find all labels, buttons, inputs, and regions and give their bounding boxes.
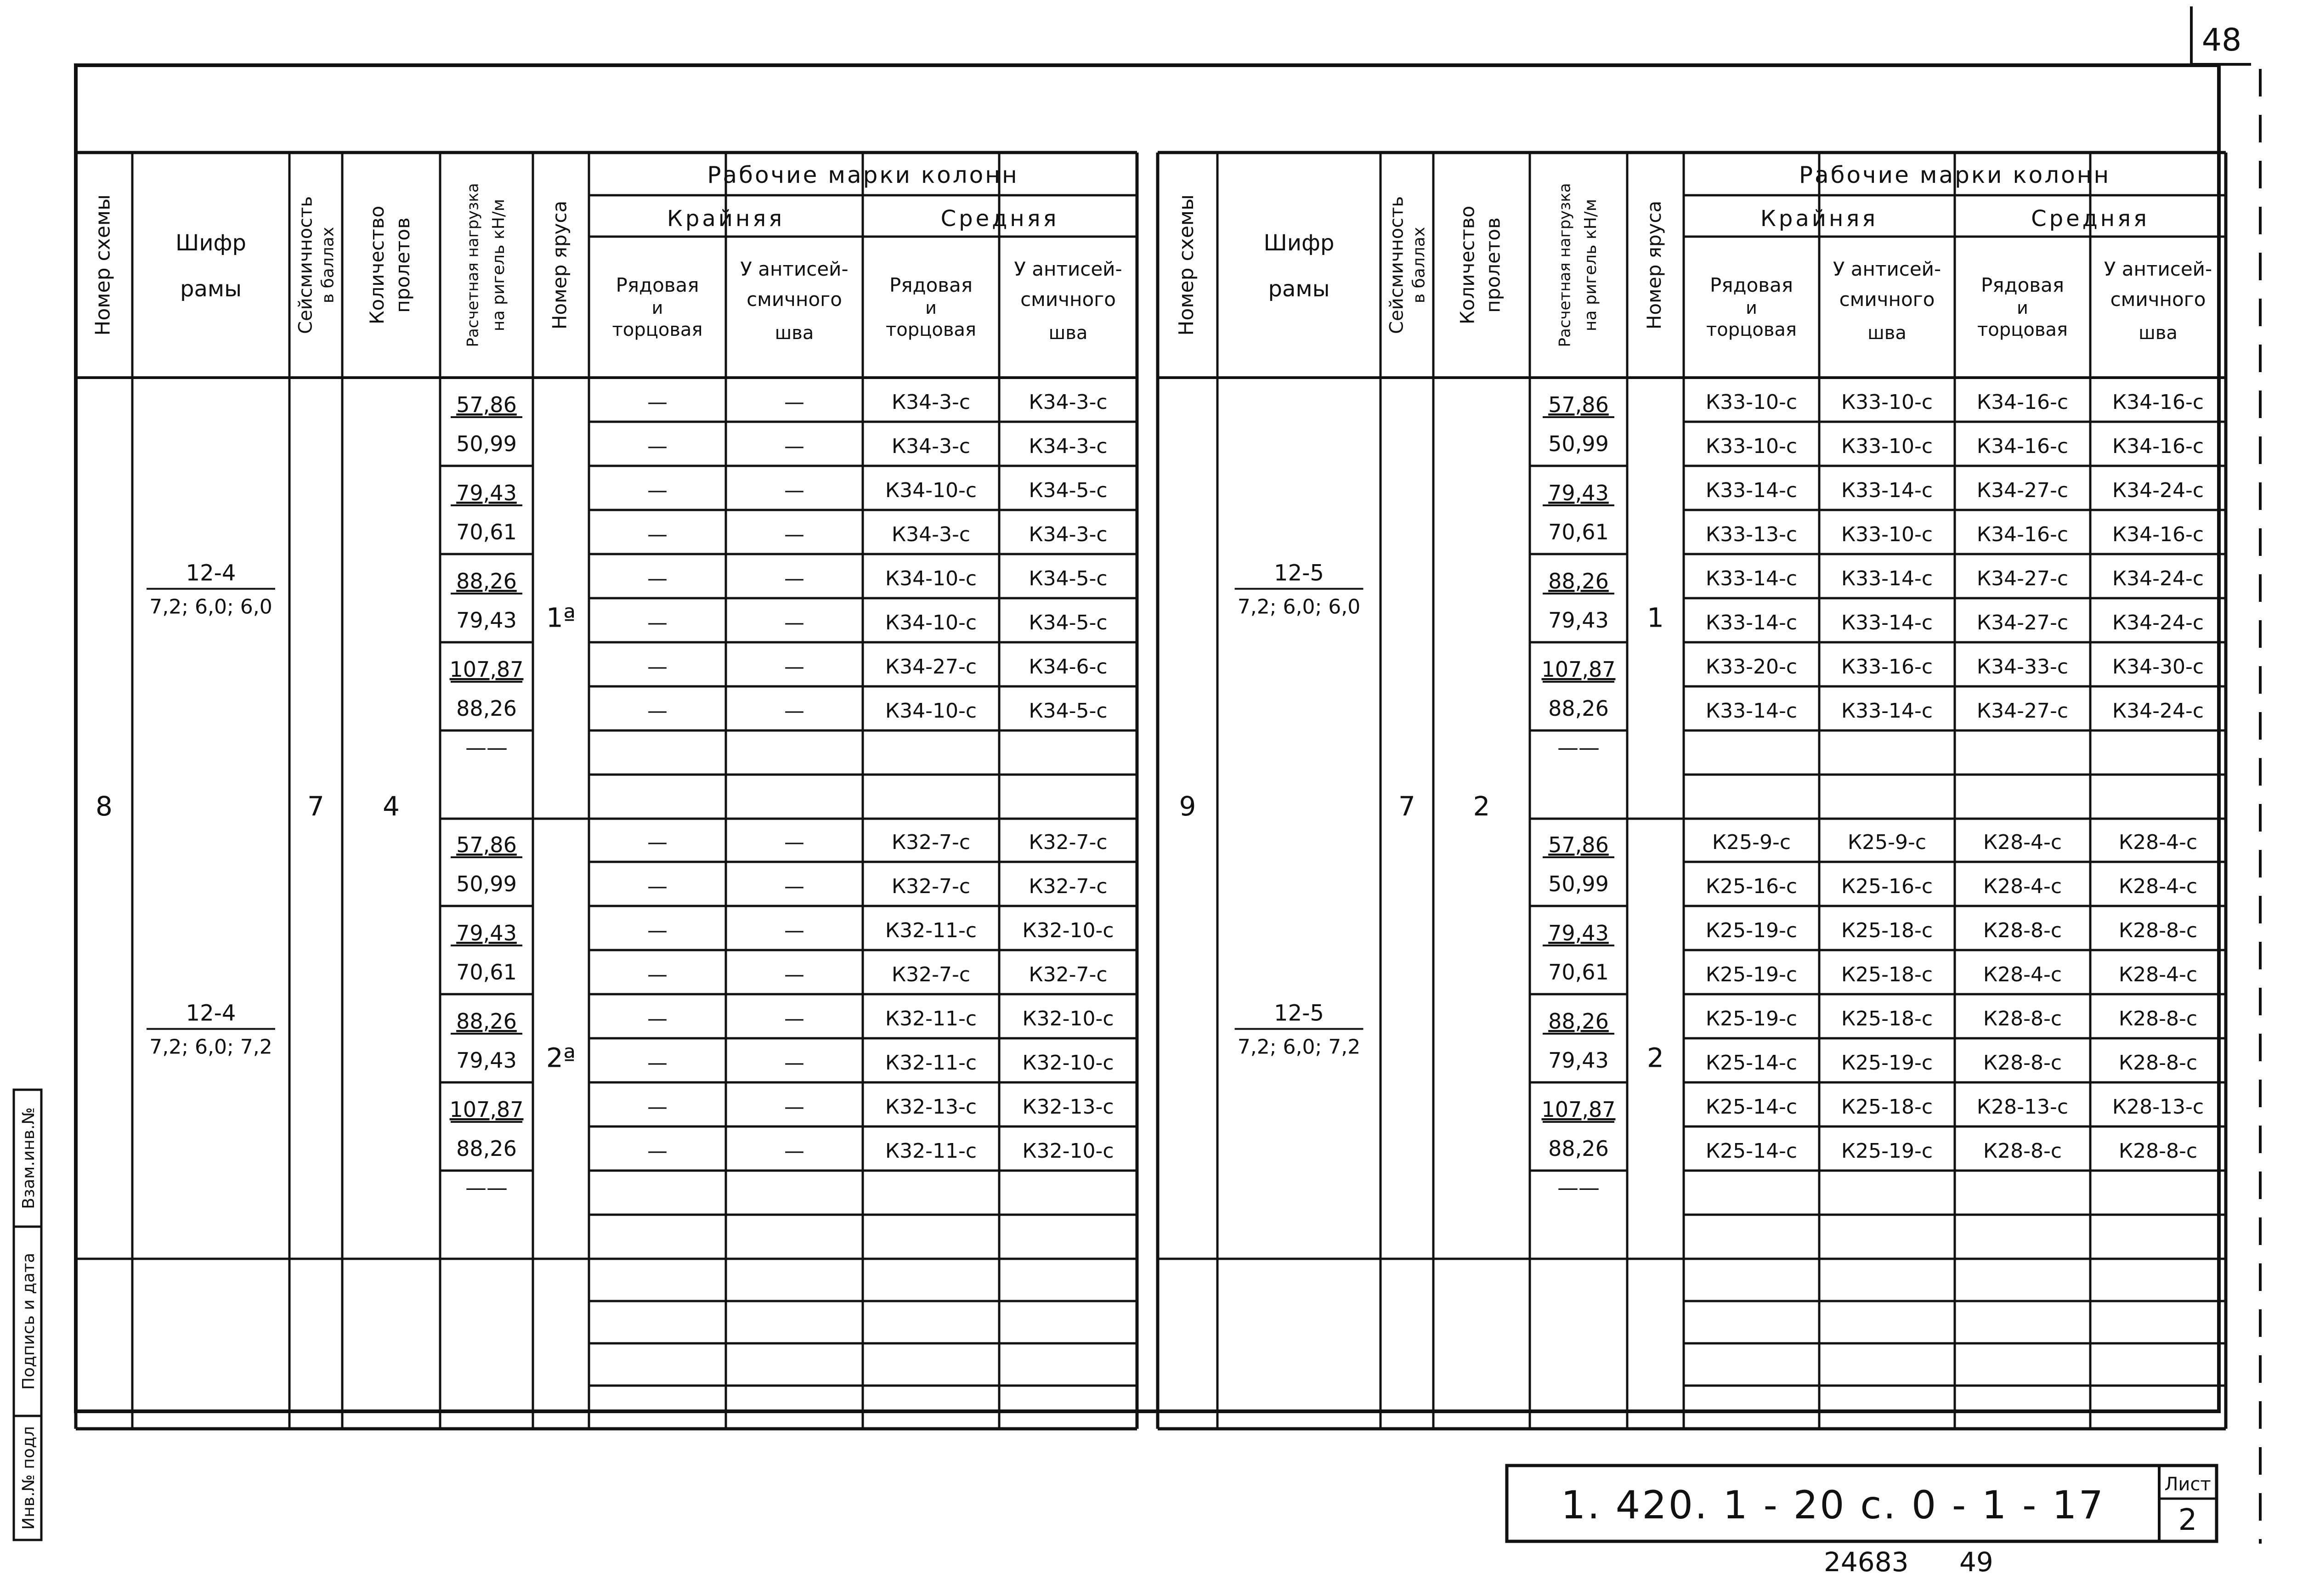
header-seismic: У антисей- bbox=[2104, 258, 2212, 280]
column-mark-cell: К28-8-с bbox=[1983, 1051, 2062, 1075]
header-ordinary: Рядовая bbox=[1980, 274, 2065, 296]
load-value-bottom: 79,43 bbox=[1548, 608, 1609, 633]
load-value-top: 57,86 bbox=[1548, 832, 1609, 857]
frame-code-bottom: 7,2; 6,0; 7,2 bbox=[1237, 1035, 1361, 1059]
column-mark-cell: К34-3-с bbox=[1029, 391, 1108, 414]
drawing-code: 1. 420. 1 - 20 с. 0 - 1 - 17 bbox=[1561, 1483, 2105, 1528]
spans-value: 2 bbox=[1473, 791, 1490, 822]
header-ordinary-end: торцовая bbox=[612, 319, 703, 340]
column-mark-cell: К33-10-с bbox=[1841, 391, 1933, 414]
column-mark-cell: — bbox=[647, 391, 668, 414]
column-mark-cell: — bbox=[784, 699, 804, 723]
column-mark-cell: К28-8-с bbox=[1983, 1007, 2062, 1030]
column-mark-cell: К34-24-с bbox=[2112, 699, 2204, 723]
column-mark-cell: К32-10-с bbox=[1022, 1007, 1114, 1030]
load-value-bottom: 50,99 bbox=[456, 872, 517, 896]
load-value-bottom: 70,61 bbox=[1548, 960, 1609, 985]
header-scheme-number: Номер схемы bbox=[91, 194, 115, 336]
column-mark-cell: К25-14-с bbox=[1705, 1051, 1798, 1075]
column-mark-cell: — bbox=[784, 435, 804, 458]
column-mark-cell: К34-3-с bbox=[891, 523, 971, 546]
column-mark-cell: К34-16-с bbox=[2112, 523, 2204, 546]
sheet-number: 2 bbox=[2178, 1503, 2197, 1537]
column-mark-cell: К28-13-с bbox=[2112, 1095, 2204, 1119]
column-mark-cell: К28-4-с bbox=[1983, 963, 2062, 986]
header-work-marks: Рабочие марки колонн bbox=[1799, 162, 2111, 188]
column-mark-cell: К32-13-с bbox=[1022, 1095, 1114, 1119]
column-mark-cell: — bbox=[647, 963, 668, 986]
load-value-top: 79,43 bbox=[456, 921, 517, 945]
header-load: Расчетная нагрузка bbox=[464, 183, 482, 347]
column-mark-cell: К34-5-с bbox=[1029, 699, 1108, 723]
header-scheme-number: Номер схемы bbox=[1175, 194, 1198, 336]
column-mark-cell: К33-10-с bbox=[1841, 435, 1933, 458]
header-middle: Средняя bbox=[940, 206, 1059, 232]
header-seismicity-unit: в баллах bbox=[318, 226, 338, 304]
column-mark-cell: К25-19-с bbox=[1705, 1007, 1798, 1030]
header-seismic-2: смичного bbox=[1020, 288, 1116, 311]
side-stamp-replace: Взам.инв.№ bbox=[19, 1107, 38, 1209]
column-mark-cell: — bbox=[784, 1051, 804, 1075]
column-mark-cell: К34-24-с bbox=[2112, 567, 2204, 590]
column-mark-cell: — bbox=[647, 1007, 668, 1030]
header-spans: Количество bbox=[366, 205, 388, 325]
column-mark-cell: К33-10-с bbox=[1705, 391, 1798, 414]
header-load-unit: на ригель кН/м bbox=[1581, 198, 1600, 332]
header-spans: Количество bbox=[1456, 205, 1479, 325]
load-value-blank: —— bbox=[1557, 1175, 1600, 1200]
load-value-top: 88,26 bbox=[456, 1009, 517, 1034]
column-mark-cell: К33-10-с bbox=[1841, 523, 1933, 546]
header-seismicity: Сейсмичность bbox=[1386, 196, 1408, 334]
column-mark-cell: — bbox=[784, 1007, 804, 1030]
column-mark-cell: — bbox=[784, 611, 804, 634]
column-mark-cell: К32-10-с bbox=[1022, 919, 1114, 942]
side-stamp-original: Инв.№ подл bbox=[19, 1426, 38, 1530]
load-value-top: 88,26 bbox=[1548, 1009, 1609, 1034]
column-mark-cell: К34-16-с bbox=[2112, 391, 2204, 414]
frame-code-bottom: 7,2; 6,0; 7,2 bbox=[149, 1035, 272, 1059]
column-mark-cell: К25-19-с bbox=[1705, 919, 1798, 942]
header-seismic-3: шва bbox=[775, 323, 814, 344]
header-tier: Номер яруса bbox=[548, 200, 571, 330]
header-tier: Номер яруса bbox=[1643, 200, 1665, 330]
load-value-top: 57,86 bbox=[456, 392, 517, 417]
column-mark-cell: К28-8-с bbox=[2118, 919, 2198, 942]
column-mark-cell: К33-14-с bbox=[1705, 567, 1798, 590]
load-value-bottom: 50,99 bbox=[456, 431, 517, 456]
header-ordinary: Рядовая bbox=[1709, 274, 1793, 296]
column-mark-cell: К34-27-с bbox=[1976, 611, 2069, 634]
column-mark-cell: К32-7-с bbox=[891, 875, 971, 898]
column-mark-cell: К34-5-с bbox=[1029, 611, 1108, 634]
column-mark-cell: К34-27-с bbox=[1976, 479, 2069, 502]
column-mark-cell: К33-14-с bbox=[1705, 699, 1798, 723]
column-mark-cell: К34-10-с bbox=[885, 479, 977, 502]
column-mark-cell: К34-5-с bbox=[1029, 567, 1108, 590]
column-mark-cell: К32-11-с bbox=[885, 1139, 977, 1163]
column-mark-cell: К25-18-с bbox=[1841, 963, 1933, 986]
column-mark-cell: К33-14-с bbox=[1705, 611, 1798, 634]
column-mark-cell: — bbox=[784, 655, 804, 679]
column-mark-cell: К25-16-с bbox=[1705, 875, 1798, 898]
load-value-bottom: 88,26 bbox=[456, 696, 517, 721]
column-mark-cell: К34-16-с bbox=[1976, 391, 2069, 414]
load-value-top: 88,26 bbox=[1548, 569, 1609, 594]
header-spans-2: пролетов bbox=[391, 217, 414, 313]
header-frame-code-2: рамы bbox=[180, 276, 242, 302]
column-mark-cell: — bbox=[784, 875, 804, 898]
load-value-bottom: 88,26 bbox=[456, 1136, 517, 1161]
column-mark-cell: — bbox=[647, 611, 668, 634]
column-mark-cell: К34-3-с bbox=[891, 435, 971, 458]
header-frame-code: Шифр bbox=[1263, 230, 1335, 256]
column-mark-cell: К32-11-с bbox=[885, 919, 977, 942]
column-mark-cell: К28-4-с bbox=[1983, 831, 2062, 854]
load-value-bottom: 50,99 bbox=[1548, 872, 1609, 896]
column-mark-cell: К32-11-с bbox=[885, 1007, 977, 1030]
column-mark-cell: К25-18-с bbox=[1841, 919, 1933, 942]
header-seismic: У антисей- bbox=[1014, 258, 1122, 280]
sheet-label: Лист bbox=[2164, 1474, 2211, 1495]
frame-code-bottom: 7,2; 6,0; 6,0 bbox=[149, 595, 272, 619]
load-value-top: 57,86 bbox=[1548, 392, 1609, 417]
tier-number: 2ª bbox=[546, 1042, 576, 1074]
column-mark-cell: К34-24-с bbox=[2112, 479, 2204, 502]
column-mark-cell: К34-10-с bbox=[885, 611, 977, 634]
column-mark-cell: К25-18-с bbox=[1841, 1007, 1933, 1030]
page-number: 49 bbox=[1959, 1546, 1993, 1578]
header-seismic-2: смичного bbox=[747, 288, 842, 311]
load-value-top: 88,26 bbox=[456, 569, 517, 594]
column-mark-cell: К25-14-с bbox=[1705, 1139, 1798, 1163]
column-mark-cell: — bbox=[784, 831, 804, 854]
column-mark-cell: К33-14-с bbox=[1841, 699, 1933, 723]
header-seismicity-unit: в баллах bbox=[1409, 226, 1429, 304]
column-mark-cell: — bbox=[647, 1095, 668, 1119]
side-stamp-signature: Подпись и дата bbox=[19, 1252, 38, 1390]
column-mark-cell: К34-6-с bbox=[1029, 655, 1108, 679]
load-value-top: 79,43 bbox=[456, 481, 517, 505]
column-mark-cell: — bbox=[784, 963, 804, 986]
column-mark-cell: К33-13-с bbox=[1705, 523, 1798, 546]
header-ordinary-and: и bbox=[651, 298, 663, 318]
column-mark-cell: К28-13-с bbox=[1976, 1095, 2069, 1119]
header-seismic-2: смичного bbox=[2110, 288, 2206, 311]
frame-code-bottom: 7,2; 6,0; 6,0 bbox=[1237, 595, 1361, 619]
column-mark-cell: — bbox=[784, 479, 804, 502]
header-edge: Крайняя bbox=[667, 206, 785, 232]
load-value-top: 107,87 bbox=[1541, 657, 1616, 682]
column-mark-cell: К25-18-с bbox=[1841, 1095, 1933, 1119]
column-mark-cell: — bbox=[647, 1139, 668, 1163]
column-mark-cell: К33-14-с bbox=[1841, 479, 1933, 502]
column-mark-cell: — bbox=[784, 1139, 804, 1163]
header-seismic: У антисей- bbox=[1833, 258, 1941, 280]
header-ordinary-end: торцовая bbox=[1977, 319, 2068, 340]
column-mark-cell: К28-4-с bbox=[2118, 963, 2198, 986]
column-mark-cell: К28-8-с bbox=[2118, 1139, 2198, 1163]
column-mark-cell: — bbox=[647, 699, 668, 723]
column-mark-cell: — bbox=[784, 919, 804, 942]
load-value-top: 107,87 bbox=[1541, 1097, 1616, 1122]
load-value-blank: —— bbox=[465, 735, 508, 760]
column-mark-cell: К33-16-с bbox=[1841, 655, 1933, 679]
header-work-marks: Рабочие марки колонн bbox=[707, 162, 1019, 188]
column-mark-cell: К34-16-с bbox=[2112, 435, 2204, 458]
header-seismic-3: шва bbox=[1048, 323, 1088, 344]
seismicity-value: 7 bbox=[307, 791, 324, 822]
column-mark-cell: — bbox=[784, 1095, 804, 1119]
column-mark-cell: К34-16-с bbox=[1976, 523, 2069, 546]
header-ordinary-and: и bbox=[2017, 298, 2028, 318]
header-ordinary: Рядовая bbox=[616, 274, 699, 296]
column-mark-cell: — bbox=[647, 875, 668, 898]
column-mark-cell: — bbox=[784, 523, 804, 546]
column-mark-cell: К33-14-с bbox=[1841, 611, 1933, 634]
load-value-blank: —— bbox=[1557, 735, 1600, 760]
column-mark-cell: К34-10-с bbox=[885, 567, 977, 590]
column-mark-cell: К28-4-с bbox=[2118, 875, 2198, 898]
column-mark-cell: К32-7-с bbox=[1029, 963, 1108, 986]
column-mark-cell: К25-16-с bbox=[1841, 875, 1933, 898]
inventory-number: 24683 bbox=[1824, 1546, 1909, 1578]
column-mark-cell: — bbox=[784, 567, 804, 590]
header-ordinary-end: торцовая bbox=[1706, 319, 1797, 340]
column-mark-cell: К33-10-с bbox=[1705, 435, 1798, 458]
corner-number: 48 bbox=[2201, 22, 2242, 58]
header-spans-2: пролетов bbox=[1482, 217, 1505, 313]
load-value-top: 79,43 bbox=[1548, 481, 1609, 505]
column-mark-cell: К28-4-с bbox=[1983, 875, 2062, 898]
column-mark-cell: К32-7-с bbox=[1029, 831, 1108, 854]
load-value-bottom: 50,99 bbox=[1548, 431, 1609, 456]
load-value-top: 107,87 bbox=[449, 657, 524, 682]
column-mark-cell: К25-9-с bbox=[1712, 831, 1791, 854]
column-mark-cell: К32-7-с bbox=[1029, 875, 1108, 898]
scheme-number: 9 bbox=[1179, 791, 1196, 822]
column-mark-cell: К34-16-с bbox=[1976, 435, 2069, 458]
column-mark-cell: К32-13-с bbox=[885, 1095, 977, 1119]
column-mark-cell: К34-27-с bbox=[1976, 699, 2069, 723]
tier-number: 2 bbox=[1647, 1042, 1664, 1074]
header-load-unit: на ригель кН/м bbox=[489, 198, 508, 332]
header-ordinary-end: торцовая bbox=[885, 319, 977, 340]
column-mark-cell: К34-27-с bbox=[1976, 567, 2069, 590]
frame-code-top: 12-4 bbox=[186, 560, 236, 586]
column-mark-cell: — bbox=[647, 479, 668, 502]
load-value-bottom: 79,43 bbox=[456, 1048, 517, 1073]
header-frame-code: Шифр bbox=[175, 230, 247, 256]
column-mark-cell: — bbox=[647, 831, 668, 854]
column-mark-cell: К33-14-с bbox=[1841, 567, 1933, 590]
column-mark-cell: К32-7-с bbox=[891, 831, 971, 854]
column-mark-cell: К34-24-с bbox=[2112, 611, 2204, 634]
load-value-bottom: 70,61 bbox=[1548, 520, 1609, 544]
load-value-top: 79,43 bbox=[1548, 921, 1609, 945]
load-value-bottom: 79,43 bbox=[456, 608, 517, 633]
header-seismic-3: шва bbox=[1867, 323, 1907, 344]
column-mark-cell: К34-27-с bbox=[885, 655, 977, 679]
column-mark-cell: К25-19-с bbox=[1841, 1139, 1933, 1163]
header-edge: Крайняя bbox=[1760, 206, 1878, 232]
column-mark-cell: К34-10-с bbox=[885, 699, 977, 723]
column-mark-cell: — bbox=[647, 919, 668, 942]
header-ordinary: Рядовая bbox=[889, 274, 973, 296]
column-mark-cell: К34-33-с bbox=[1976, 655, 2069, 679]
column-mark-cell: К32-10-с bbox=[1022, 1139, 1114, 1163]
frame-code-top: 12-5 bbox=[1274, 560, 1324, 586]
column-mark-cell: — bbox=[647, 1051, 668, 1075]
column-mark-cell: — bbox=[647, 435, 668, 458]
header-seismic: У антисей- bbox=[740, 258, 849, 280]
load-value-blank: —— bbox=[465, 1175, 508, 1200]
load-value-top: 57,86 bbox=[456, 832, 517, 857]
frame-code-top: 12-4 bbox=[186, 1000, 236, 1026]
load-value-bottom: 88,26 bbox=[1548, 696, 1609, 721]
column-mark-cell: К32-10-с bbox=[1022, 1051, 1114, 1075]
column-mark-cell: — bbox=[647, 523, 668, 546]
column-mark-cell: К25-19-с bbox=[1841, 1051, 1933, 1075]
column-mark-cell: К34-3-с bbox=[1029, 523, 1108, 546]
load-value-bottom: 88,26 bbox=[1548, 1136, 1609, 1161]
column-mark-cell: К34-3-с bbox=[1029, 435, 1108, 458]
column-mark-cell: К34-5-с bbox=[1029, 479, 1108, 502]
column-mark-cell: — bbox=[784, 391, 804, 414]
column-mark-cell: К28-8-с bbox=[1983, 1139, 2062, 1163]
spans-value: 4 bbox=[383, 791, 400, 822]
column-mark-cell: К25-19-с bbox=[1705, 963, 1798, 986]
column-mark-cell: К34-30-с bbox=[2112, 655, 2204, 679]
column-mark-cell: К28-4-с bbox=[2118, 831, 2198, 854]
column-mark-cell: — bbox=[647, 567, 668, 590]
column-mark-cell: К32-7-с bbox=[891, 963, 971, 986]
tier-number: 1ª bbox=[546, 602, 576, 634]
header-ordinary-and: и bbox=[1746, 298, 1757, 318]
header-ordinary-and: и bbox=[925, 298, 937, 318]
header-load: Расчетная нагрузка bbox=[1556, 183, 1574, 347]
load-value-top: 107,87 bbox=[449, 1097, 524, 1122]
column-mark-cell: К32-11-с bbox=[885, 1051, 977, 1075]
column-mark-cell: К33-20-с bbox=[1705, 655, 1798, 679]
column-mark-cell: К34-3-с bbox=[891, 391, 971, 414]
header-seismic-2: смичного bbox=[1839, 288, 1935, 311]
column-mark-cell: К28-8-с bbox=[2118, 1007, 2198, 1030]
seismicity-value: 7 bbox=[1398, 791, 1415, 822]
column-mark-cell: К28-8-с bbox=[1983, 919, 2062, 942]
frame-code-top: 12-5 bbox=[1274, 1000, 1324, 1026]
column-mark-cell: К25-14-с bbox=[1705, 1095, 1798, 1119]
header-middle: Средняя bbox=[2031, 206, 2150, 232]
load-value-bottom: 70,61 bbox=[456, 960, 517, 985]
header-seismic-3: шва bbox=[2139, 323, 2178, 344]
column-mark-cell: К25-9-с bbox=[1847, 831, 1927, 854]
load-value-bottom: 79,43 bbox=[1548, 1048, 1609, 1073]
column-mark-cell: — bbox=[647, 655, 668, 679]
header-frame-code-2: рамы bbox=[1268, 276, 1330, 302]
scheme-number: 8 bbox=[96, 791, 113, 822]
load-value-bottom: 70,61 bbox=[456, 520, 517, 544]
column-mark-cell: К33-14-с bbox=[1705, 479, 1798, 502]
column-mark-cell: К28-8-с bbox=[2118, 1051, 2198, 1075]
header-seismicity: Сейсмичность bbox=[295, 196, 317, 334]
tier-number: 1 bbox=[1647, 602, 1664, 634]
